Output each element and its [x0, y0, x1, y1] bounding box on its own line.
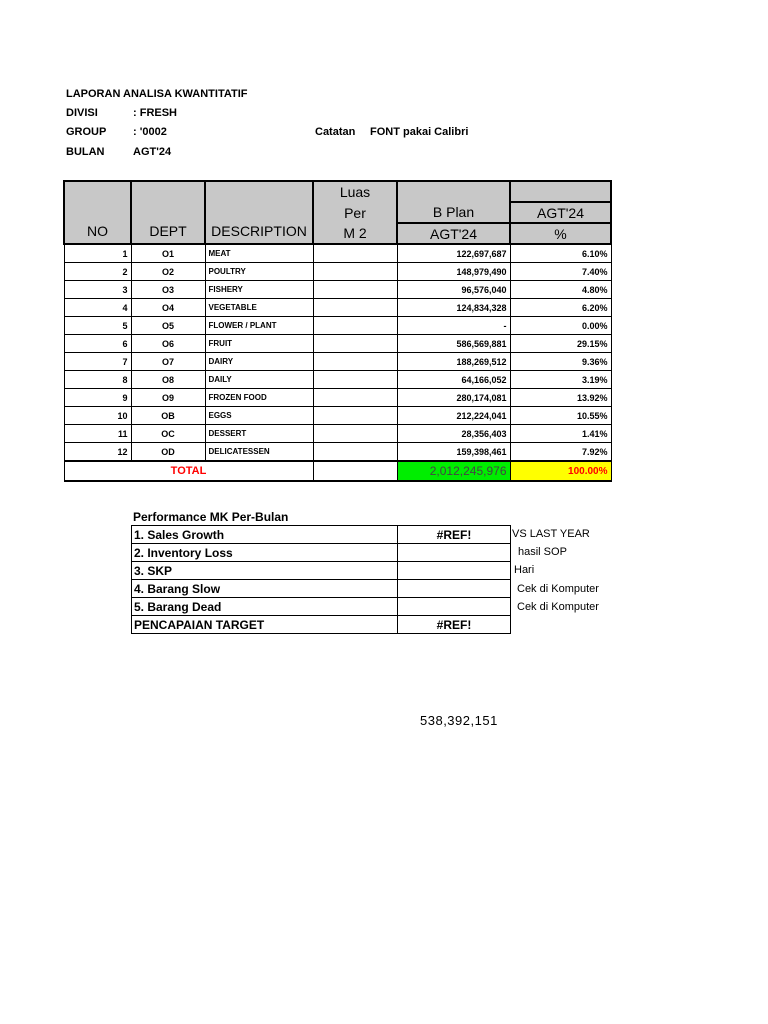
table-row: [64, 407, 611, 425]
performance-row: [132, 580, 511, 598]
total-pct: 100.00%: [510, 461, 611, 481]
header-agt-top: [510, 181, 611, 202]
row-pct: 29.15%: [510, 335, 611, 353]
row-no: 8: [64, 371, 131, 389]
row-description: POULTRY: [205, 263, 313, 281]
row-dept: OB: [131, 407, 205, 425]
table-row: [64, 263, 611, 281]
header-bplan-top: [397, 181, 510, 202]
performance-note: Cek di Komputer: [517, 582, 599, 595]
performance-value: [398, 598, 511, 616]
performance-note: Cek di Komputer: [517, 600, 599, 613]
table-row: [64, 335, 611, 353]
row-luas: [313, 244, 397, 263]
group-label: GROUP: [66, 126, 107, 138]
row-bplan: 28,356,403: [397, 425, 510, 443]
header-pct: %: [510, 223, 611, 244]
performance-note: VS LAST YEAR: [512, 528, 590, 540]
row-no: 12: [64, 443, 131, 462]
header-dept: DEPT: [131, 181, 205, 244]
performance-row: [132, 526, 511, 544]
row-luas: [313, 443, 397, 462]
performance-label: 2. Inventory Loss: [132, 544, 398, 562]
row-luas: [313, 263, 397, 281]
row-pct: 9.36%: [510, 353, 611, 371]
performance-label: 1. Sales Growth: [132, 526, 398, 544]
row-description: EGGS: [205, 407, 313, 425]
row-pct: 0.00%: [510, 317, 611, 335]
table-row: [64, 299, 611, 317]
performance-label: 4. Barang Slow: [132, 580, 398, 598]
row-description: VEGETABLE: [205, 299, 313, 317]
table-row: [64, 371, 611, 389]
row-luas: [313, 407, 397, 425]
performance-note: hasil SOP: [518, 546, 567, 559]
row-dept: OC: [131, 425, 205, 443]
performance-value: [398, 580, 511, 598]
row-pct: 3.19%: [510, 371, 611, 389]
row-dept: O2: [131, 263, 205, 281]
row-bplan: 124,834,328: [397, 299, 510, 317]
footer-value: 538,392,151: [420, 713, 498, 728]
row-dept: O8: [131, 371, 205, 389]
row-no: 2: [64, 263, 131, 281]
performance-value: #REF!: [398, 616, 511, 634]
header-no: NO: [64, 181, 131, 244]
bulan-label: BULAN: [66, 146, 105, 158]
row-pct: 10.55%: [510, 407, 611, 425]
header-luas-line1: Luas: [313, 181, 397, 202]
performance-row: [132, 544, 511, 562]
row-dept: O9: [131, 389, 205, 407]
header-bplan-period: AGT'24: [397, 223, 510, 244]
row-dept: O5: [131, 317, 205, 335]
row-bplan: 96,576,040: [397, 281, 510, 299]
row-dept: OD: [131, 443, 205, 462]
row-bplan: -: [397, 317, 510, 335]
table-row: [64, 281, 611, 299]
row-description: DAILY: [205, 371, 313, 389]
header-luas-line3: M 2: [313, 223, 397, 244]
performance-value: [398, 544, 511, 562]
header-description: DESCRIPTION: [205, 181, 313, 244]
performance-label: PENCAPAIAN TARGET: [132, 616, 398, 634]
divisi-label: DIVISI: [66, 107, 98, 119]
row-bplan: 159,398,461: [397, 443, 510, 462]
row-no: 3: [64, 281, 131, 299]
group-value: : '0002: [133, 126, 167, 138]
divisi-value: : FRESH: [133, 107, 177, 119]
catatan-text: FONT pakai Calibri: [370, 126, 469, 138]
total-luas: [313, 461, 397, 481]
row-description: FROZEN FOOD: [205, 389, 313, 407]
row-no: 5: [64, 317, 131, 335]
row-no: 6: [64, 335, 131, 353]
row-dept: O6: [131, 335, 205, 353]
row-description: DESSERT: [205, 425, 313, 443]
table-row: [64, 353, 611, 371]
table-row: [64, 389, 611, 407]
row-luas: [313, 317, 397, 335]
table-row: [64, 443, 611, 462]
row-luas: [313, 299, 397, 317]
row-dept: O4: [131, 299, 205, 317]
report-title: LAPORAN ANALISA KWANTITATIF: [66, 88, 248, 100]
performance-note: Hari: [514, 564, 535, 577]
row-pct: 7.92%: [510, 443, 611, 462]
total-row: [64, 461, 611, 481]
row-description: FLOWER / PLANT: [205, 317, 313, 335]
row-bplan: 212,224,041: [397, 407, 510, 425]
row-bplan: 280,174,081: [397, 389, 510, 407]
row-luas: [313, 371, 397, 389]
row-bplan: 122,697,687: [397, 244, 510, 263]
row-luas: [313, 335, 397, 353]
table-row: [64, 317, 611, 335]
row-bplan: 188,269,512: [397, 353, 510, 371]
row-pct: 1.41%: [510, 425, 611, 443]
row-description: FRUIT: [205, 335, 313, 353]
row-description: FISHERY: [205, 281, 313, 299]
total-bplan: 2,012,245,976: [397, 461, 510, 481]
row-luas: [313, 281, 397, 299]
performance-label: 5. Barang Dead: [132, 598, 398, 616]
catatan-label: Catatan: [315, 126, 356, 138]
header-luas-line2: Per: [313, 202, 397, 223]
row-dept: O1: [131, 244, 205, 263]
performance-row: [132, 598, 511, 616]
row-description: DAIRY: [205, 353, 313, 371]
table-row: [64, 425, 611, 443]
row-dept: O7: [131, 353, 205, 371]
row-no: 9: [64, 389, 131, 407]
row-bplan: 586,569,881: [397, 335, 510, 353]
budget-plan-table: [63, 180, 612, 482]
row-description: MEAT: [205, 244, 313, 263]
row-description: DELICATESSEN: [205, 443, 313, 462]
row-no: 1: [64, 244, 131, 263]
row-no: 4: [64, 299, 131, 317]
performance-row: [132, 562, 511, 580]
row-no: 7: [64, 353, 131, 371]
row-pct: 6.20%: [510, 299, 611, 317]
row-pct: 7.40%: [510, 263, 611, 281]
total-label: TOTAL: [64, 461, 313, 481]
row-no: 10: [64, 407, 131, 425]
performance-label: 3. SKP: [132, 562, 398, 580]
performance-title: Performance MK Per-Bulan: [133, 510, 289, 524]
table-body: [64, 244, 611, 461]
row-bplan: 148,979,490: [397, 263, 510, 281]
performance-value: [398, 562, 511, 580]
row-luas: [313, 425, 397, 443]
table-row: [64, 244, 611, 263]
row-dept: O3: [131, 281, 205, 299]
row-pct: 6.10%: [510, 244, 611, 263]
performance-value: #REF!: [398, 526, 511, 544]
row-luas: [313, 353, 397, 371]
header-agt-period: AGT'24: [510, 202, 611, 223]
header-bplan: B Plan: [397, 202, 510, 223]
performance-table: [131, 525, 511, 634]
performance-row: [132, 616, 511, 634]
bulan-value: AGT'24: [133, 146, 172, 158]
row-luas: [313, 389, 397, 407]
row-bplan: 64,166,052: [397, 371, 510, 389]
row-no: 11: [64, 425, 131, 443]
row-pct: 13.92%: [510, 389, 611, 407]
row-pct: 4.80%: [510, 281, 611, 299]
